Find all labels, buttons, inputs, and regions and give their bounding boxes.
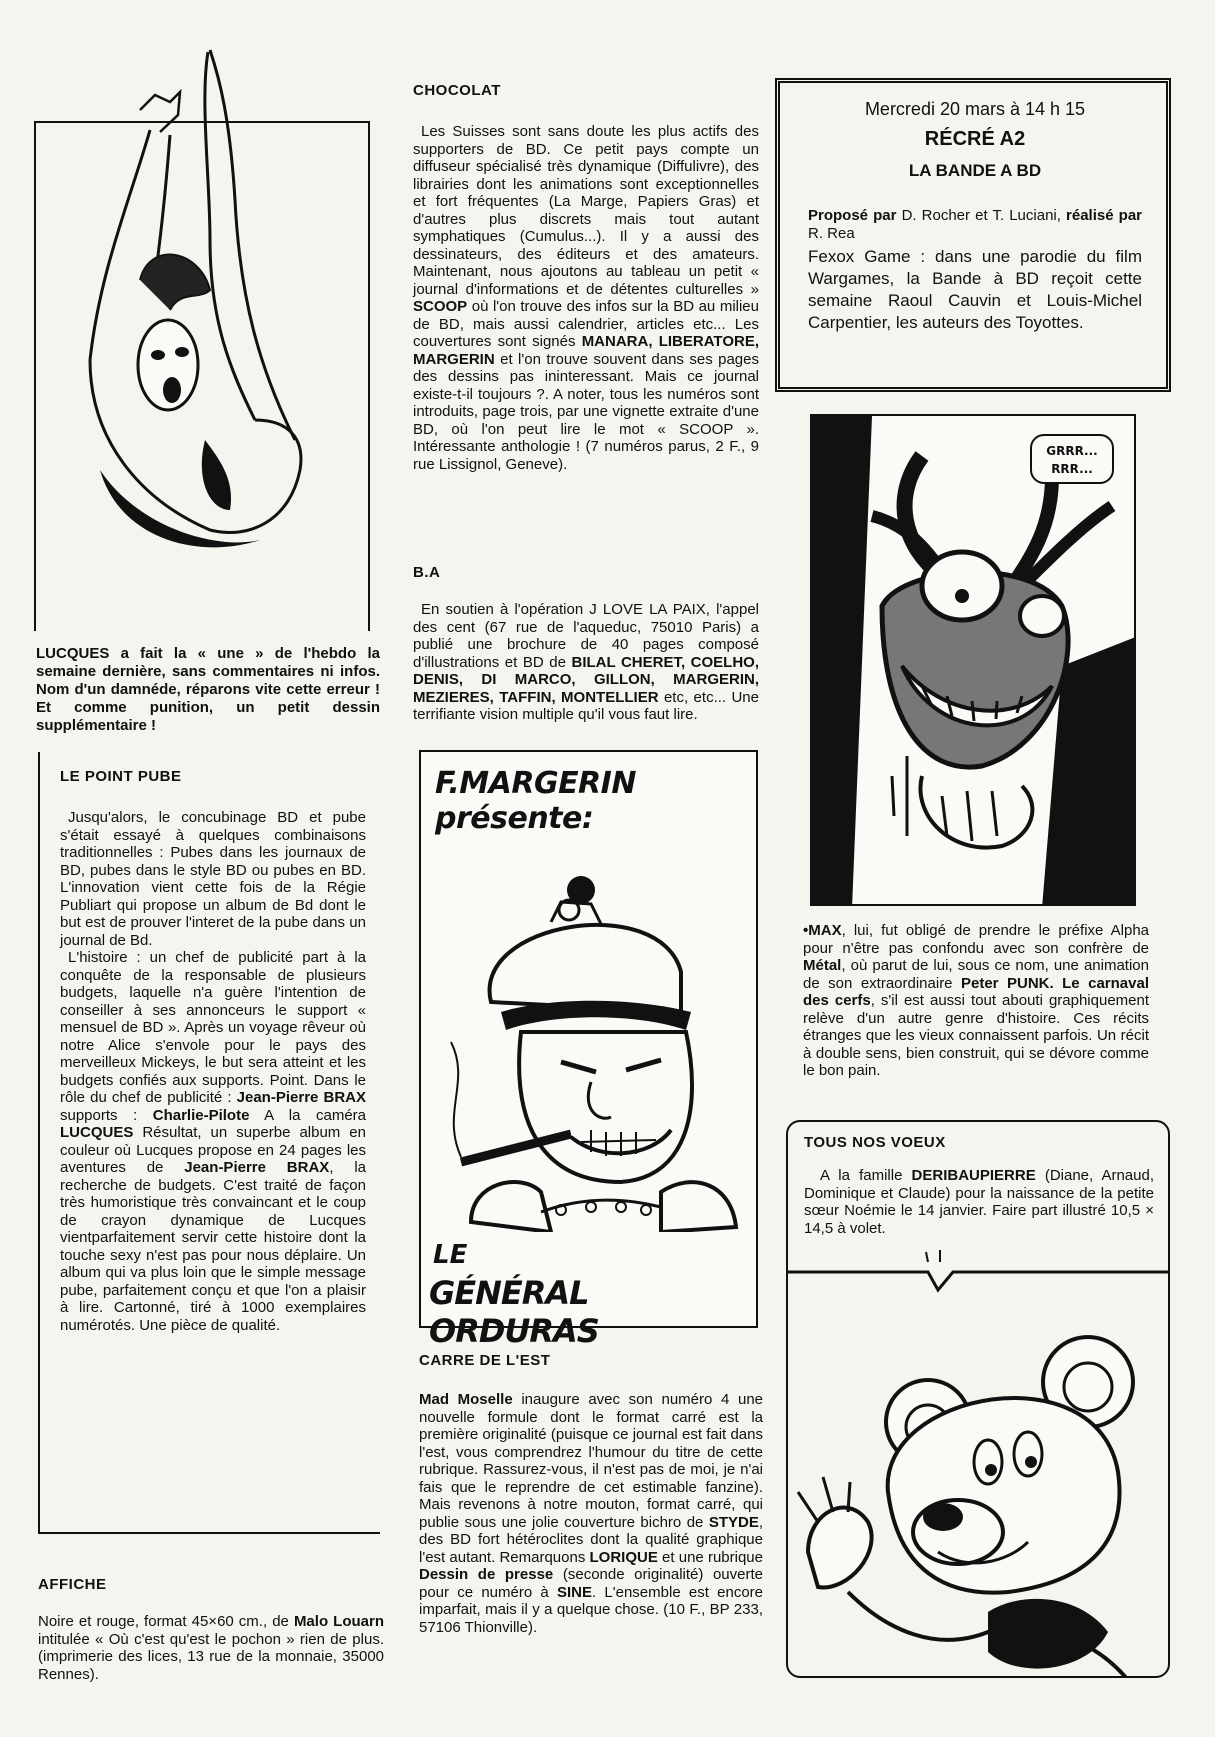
- point-pube-brax-2: Jean-Pierre BRAX: [184, 1159, 330, 1176]
- general-orduras-drawing: [431, 862, 751, 1232]
- max-metal: Métal: [803, 957, 842, 974]
- point-pube-charlie: Charlie-Pilote: [152, 1106, 250, 1124]
- tv-subtitle: LA BANDE A BD: [908, 161, 1042, 180]
- affiche-t1: Noire et rouge, format 45×60 cm., de: [38, 1613, 294, 1630]
- chocolat-title: CHOCOLAT: [413, 82, 501, 99]
- tv-credits-t1: D. Rocher et T. Luciani,: [896, 207, 1067, 224]
- point-pube-p2: [60, 949, 366, 1334]
- ba-title: B.A: [413, 564, 441, 581]
- voeux-text: [804, 1167, 1154, 1237]
- margerin-le: LE: [433, 1240, 468, 1270]
- chocolat-t2: où l'on trouve des infos sur la BD au milieu de BD, mais aussi calendrier, articles etc... Les couvertures sont signés: [413, 298, 759, 350]
- max-deer-drawing: [812, 416, 1136, 906]
- point-pube-p2-t4: , la recherche de budgets. C'est traité de façon très humoristique très convaincant et le coup de crayon dynamique de Lucques vientparfaitement servir cette histoire dont la touche sexy n'est pas pour nous déplaire. Un album qui va plus loin que le simple message pube, parfaitement conçu et que l'on a plaisir à lire. Cartonné, tiré à 1000 exemplaires numérotés. Une pièce de qualité.: [60, 1159, 366, 1334]
- max-t1: , lui, fut obligé de prendre le préfixe Alpha pour n'être pas confondu avec son confrère de: [803, 922, 1149, 957]
- max-bubble-text: GRRR... RRR...: [1046, 444, 1098, 476]
- max-text: [803, 922, 1149, 1080]
- chocolat-t1: Les Suisses sont sans doute les plus actifs des supporters de BD. Ce petit pays compte un diffuseur spécialisé très dynamique (Diffulivre), des librairies dont les animations sont exceptionnelles et fort fréquentes (La Marge, Papiers Gras) et d'autres plus discrets mais tout autant symphatiques (Cumulus...). Il y a aussi des dessinateurs, des éditeurs et des amateurs. Maintenant, nous ajoutons au tableau un petit « journal d'informations et de détentes culturelles »: [413, 123, 759, 298]
- ba-artists: BILAL CHERET, COELHO, DENIS, DI MARCO, GILLON, MARGERIN, MEZIERES, TAFFIN, MONTELLIER: [413, 653, 760, 706]
- point-pube-box: [38, 752, 380, 1534]
- point-pube-p1: [60, 809, 366, 949]
- margerin-illustration: [419, 750, 758, 1350]
- carre-text: [419, 1391, 763, 1636]
- voeux-t2: (Diane, Arnaud, Dominique et Claude) pour la naissance de la petite sœur Noémie le 14 janvier. Faire part illustré 10,5 × 14,5 à volet.: [804, 1167, 1154, 1237]
- point-pube-p2-t0: L'histoire : un chef de publicité part à la conquête de la responsable de plusieurs budgets, laquelle n'a guère l'intention de conseiller à ses annonceurs le support « mensuel de BD ». Après un voyage rêveur où notre Alice s'envole pour le pays des merveilleux Mickeys, le but sera atteint et les budgets confiés aux supports. Point. Dans le rôle du chef de publicité :: [60, 949, 366, 1106]
- voeux-title: TOUS NOS VOEUX: [804, 1134, 946, 1151]
- max-t2: , où parut de lui, sous ce nom, une animation de son extraordinaire: [803, 957, 1149, 992]
- carre-t3: et une rubrique: [657, 1548, 763, 1566]
- point-pube-p1-text: Jusqu'alors, le concubinage BD et pube s'était essayé à quelques combinaisons traditionnelles : Pubes dans les journaux de BD, pubes dans le style BD ou pubes en BD. L'innovation vient cette fois de la Régie Publiart qui propose un album de Bd dont le but est de prouver l'interet de la pube dans un journal de Bd.: [60, 809, 366, 949]
- point-pube-p2-t1: supports :: [60, 1106, 153, 1124]
- point-pube-p2-t3: Résultat, un superbe album en couleur où Lucques propose en 24 pages les aventures de: [60, 1124, 366, 1176]
- tv-description: Fexox Game : dans une parodie du film Wargames, la Bande à BD reçoit cette semaine Raoul Cauvin et Louis-Michel Carpentier, les auteurs des Toyottes.: [808, 247, 1142, 332]
- chocolat-artists: MANARA, LIBERATORE, MARGERIN: [413, 333, 759, 368]
- margerin-title: GÉNÉRAL ORDURAS: [429, 1274, 599, 1350]
- ba-text: [413, 601, 759, 724]
- carre-title: CARRE DE L'EST: [419, 1352, 551, 1369]
- voeux-box: [786, 1120, 1170, 1678]
- affiche-author: Malo Louarn: [293, 1613, 384, 1630]
- carre-t1: inaugure avec son numéro 4 une nouvelle formule dont le format carré est la première originalité (puisque ce journal est fait dans l'est, vous comprendrez l'humour du titre de cette rubrique. Rassurez-vous, il n'est pas de moi, je n'ai fais que le reprendre de cet estimable fanzine). Mais revenons à notre mouton, format carré, qui publie sous une jolie couverture bichro de: [419, 1391, 764, 1531]
- chocolat-section: [413, 82, 759, 473]
- voeux-bear-drawing: [788, 1232, 1170, 1678]
- lucques-pinup-drawing: [60, 40, 360, 600]
- tv-propose: Proposé par: [808, 207, 897, 224]
- tv-show: RÉCRÉ A2: [924, 128, 1026, 150]
- tv-date: Mercredi 20 mars à 14 h 15: [864, 99, 1086, 119]
- carre-mad-moselle: Mad Moselle: [419, 1391, 513, 1408]
- ba-section: [413, 564, 759, 724]
- max-section: [803, 922, 1149, 1080]
- lucques-caption: [36, 645, 380, 735]
- carre-section: [419, 1352, 763, 1636]
- point-pube-p2-t2: A la caméra: [249, 1106, 366, 1124]
- margerin-header: F.MARGERIN présente:: [435, 766, 636, 836]
- point-pube-title: LE POINT PUBE: [60, 768, 182, 785]
- chocolat-t3: et l'on trouve souvent dans ses pages des dessins pas ininteressant. Mais ce journal existe-t-il toujours ?. A noter, tous les numéros sont introduits, page trois, par une vignette extraite d'une BD, où l'on peut lire le mot « SCOOP ». Intéressante anthologie ! (7 numéros parus, 2 F., 9 rue Lissignol, Geneve).: [413, 350, 759, 473]
- ba-t2: etc, etc... Une terrifiante vision multiple qu'il vous faut lire.: [413, 688, 759, 723]
- max-name: •MAX: [803, 922, 842, 939]
- max-peter-punk: Peter PUNK. Le carnaval des cerfs: [803, 974, 1149, 1009]
- voeux-family: DERIBAUPIERRE: [911, 1167, 1036, 1184]
- carre-t5: . L'ensemble est encore imparfait, mais il y a quelque chose. (10 F., BP 233, 57106 Thionville).: [419, 1583, 763, 1636]
- voeux-text-area: [804, 1134, 1154, 1237]
- tv-credits: [808, 207, 1142, 242]
- tv-box: [775, 78, 1171, 392]
- lucques-caption-text: LUCQUES a fait la « une » de l'hebdo la semaine dernière, sans commentaires ni infos. Nom d'un damnéde, réparons vite cette erreur ! Et comme punition, un petit dessin supplémentaire !: [36, 645, 380, 734]
- affiche-title: AFFICHE: [38, 1576, 107, 1593]
- carre-styde: STYDE: [708, 1513, 759, 1531]
- carre-t4: (seconde originalité) ouverte pour ce numéro à: [419, 1566, 763, 1601]
- ba-t1: En soutien à l'opération J LOVE LA PAIX, l'appel des cent (67 rue de l'aqueduc, 75010 Paris) a publié une brochure de 40 pages composé d'illustrations et BD de: [413, 601, 759, 671]
- max-illustration: [810, 414, 1136, 906]
- chocolat-scoop: SCOOP: [413, 298, 468, 315]
- affiche-section: [38, 1576, 384, 1683]
- carre-dessin-presse: Dessin de presse: [419, 1566, 554, 1583]
- tv-credits-t2: R. Rea: [808, 224, 855, 242]
- max-speech-bubble: [1030, 434, 1114, 484]
- carre-sine: SINE: [557, 1583, 593, 1601]
- chocolat-text: [413, 123, 759, 473]
- point-pube-brax: Jean-Pierre BRAX: [236, 1089, 366, 1106]
- affiche-t2: intitulée « Où c'est qu'est le pochon » rien de plus. (imprimerie des lices, 13 rue de la monnaie, 35000 Rennes).: [38, 1630, 384, 1683]
- carre-lorique: LORIQUE: [589, 1548, 658, 1566]
- affiche-text: [38, 1613, 384, 1683]
- tv-realise: réalisé par: [1066, 207, 1142, 224]
- point-pube-lucques: LUCQUES: [60, 1124, 134, 1141]
- voeux-t1: A la famille: [820, 1167, 912, 1184]
- max-t3: , s'il est aussi tout abouti graphiquement relève d'un autre genre d'histoire. Ces récits étranges que les vieux connaissent parfois. Un récit à double sens, bien construit, qui se dévore comme le bon pain.: [803, 992, 1150, 1079]
- carre-t2: , des BD fort hétéroclites dont la qualité graphique l'est autant. Remarquons: [419, 1513, 763, 1566]
